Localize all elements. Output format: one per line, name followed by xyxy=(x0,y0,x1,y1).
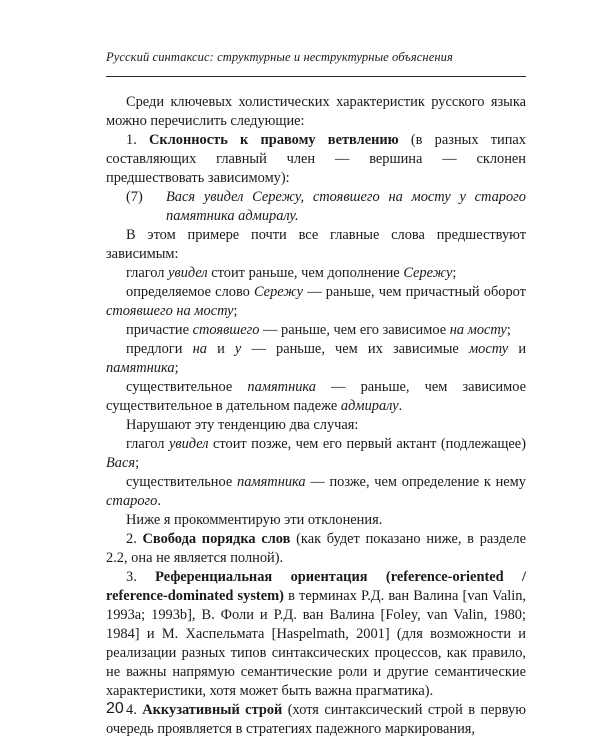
list-item-1-term: Склонность к правому ветвлению xyxy=(149,132,399,148)
list-item-2-term: Свобода порядка слов xyxy=(142,531,291,547)
case-paragraph-1: глагол увидел стоит раньше, чем дополнение Сережу; xyxy=(126,265,457,281)
list-item-4-term: Аккузативный строй xyxy=(142,702,283,718)
list-item-2-text: (как будет показано ниже, в разделе 2.2, она не является полной). xyxy=(106,531,526,566)
header-rule xyxy=(106,76,526,77)
list-item-4-text: (хотя синтаксический строй в первую очередь проявляется в стратегиях падежного маркирования, xyxy=(106,702,527,737)
list-item-1-number: 1. xyxy=(126,132,137,148)
list-item-1-text: (в разных типах составляющих главный член — вершина — склонен предшествовать зависимому): xyxy=(106,132,526,186)
intro-paragraph: Среди ключевых холистических характеристик русского языка можно перечислить следующие: xyxy=(106,94,526,129)
list-item-2-number: 2. xyxy=(126,531,137,547)
body-text xyxy=(106,93,526,739)
case-paragraph-4: предлоги на и у — раньше, чем их зависимые мосту и памятника; xyxy=(106,341,527,376)
page-number: 20 xyxy=(106,700,124,717)
list-item-4-number: 4. xyxy=(126,702,137,718)
example-text: Вася увидел Сережу, стоявшего на мосту у старого памятника адмиралу. xyxy=(166,189,526,224)
list-item-3-text: в терминах Р.Д. ван Валина [van Valin, 1993a; 1993b], В. Фоли и Р.Д. ван Валина [Foley, van Valin, 1980; 1984] и М. Хаспельмата [Haspelmath, 2001] (для возможности и реализации разных типов синтаксических процессов, как правило, не важны напрямую семантические роли и другие семантические характеристики, хотя может быть важна прагматика). xyxy=(106,588,526,699)
running-header: Русский синтаксис: структурные и неструктурные объяснения xyxy=(106,50,453,64)
comment-paragraph: Ниже я прокомментирую эти отклонения. xyxy=(126,512,383,528)
list-item-3-term: Референциальная ориентация (reference-oriented / reference-dominated system) xyxy=(106,569,526,604)
list-item-3-number: 3. xyxy=(126,569,137,585)
case-paragraph-2: определяемое слово Сережу — раньше, чем причастный оборот стоявшего на мосту; xyxy=(106,284,526,319)
case-paragraph-3: причастие стоявшего — раньше, чем его зависимое на мосту; xyxy=(126,322,511,338)
example-7 xyxy=(106,188,526,226)
case-paragraph-5: существительное памятника — раньше, чем зависимое существительное в дательном падеже адмиралу. xyxy=(106,379,526,414)
list-item-2 xyxy=(106,530,526,568)
example-note-paragraph: В этом примере почти все главные слова предшествуют зависимым: xyxy=(106,227,526,262)
violation-paragraph-2: существительное памятника — позже, чем определение к нему старого. xyxy=(106,474,526,509)
list-item-3 xyxy=(106,568,526,701)
list-item-1 xyxy=(106,131,526,188)
list-item-4 xyxy=(106,701,526,739)
violations-paragraph: Нарушают эту тенденцию два случая: xyxy=(126,417,359,433)
example-number: (7) xyxy=(126,189,143,205)
violation-paragraph-1: глагол увидел стоит позже, чем его первый актант (подлежащее) Вася; xyxy=(106,436,526,471)
